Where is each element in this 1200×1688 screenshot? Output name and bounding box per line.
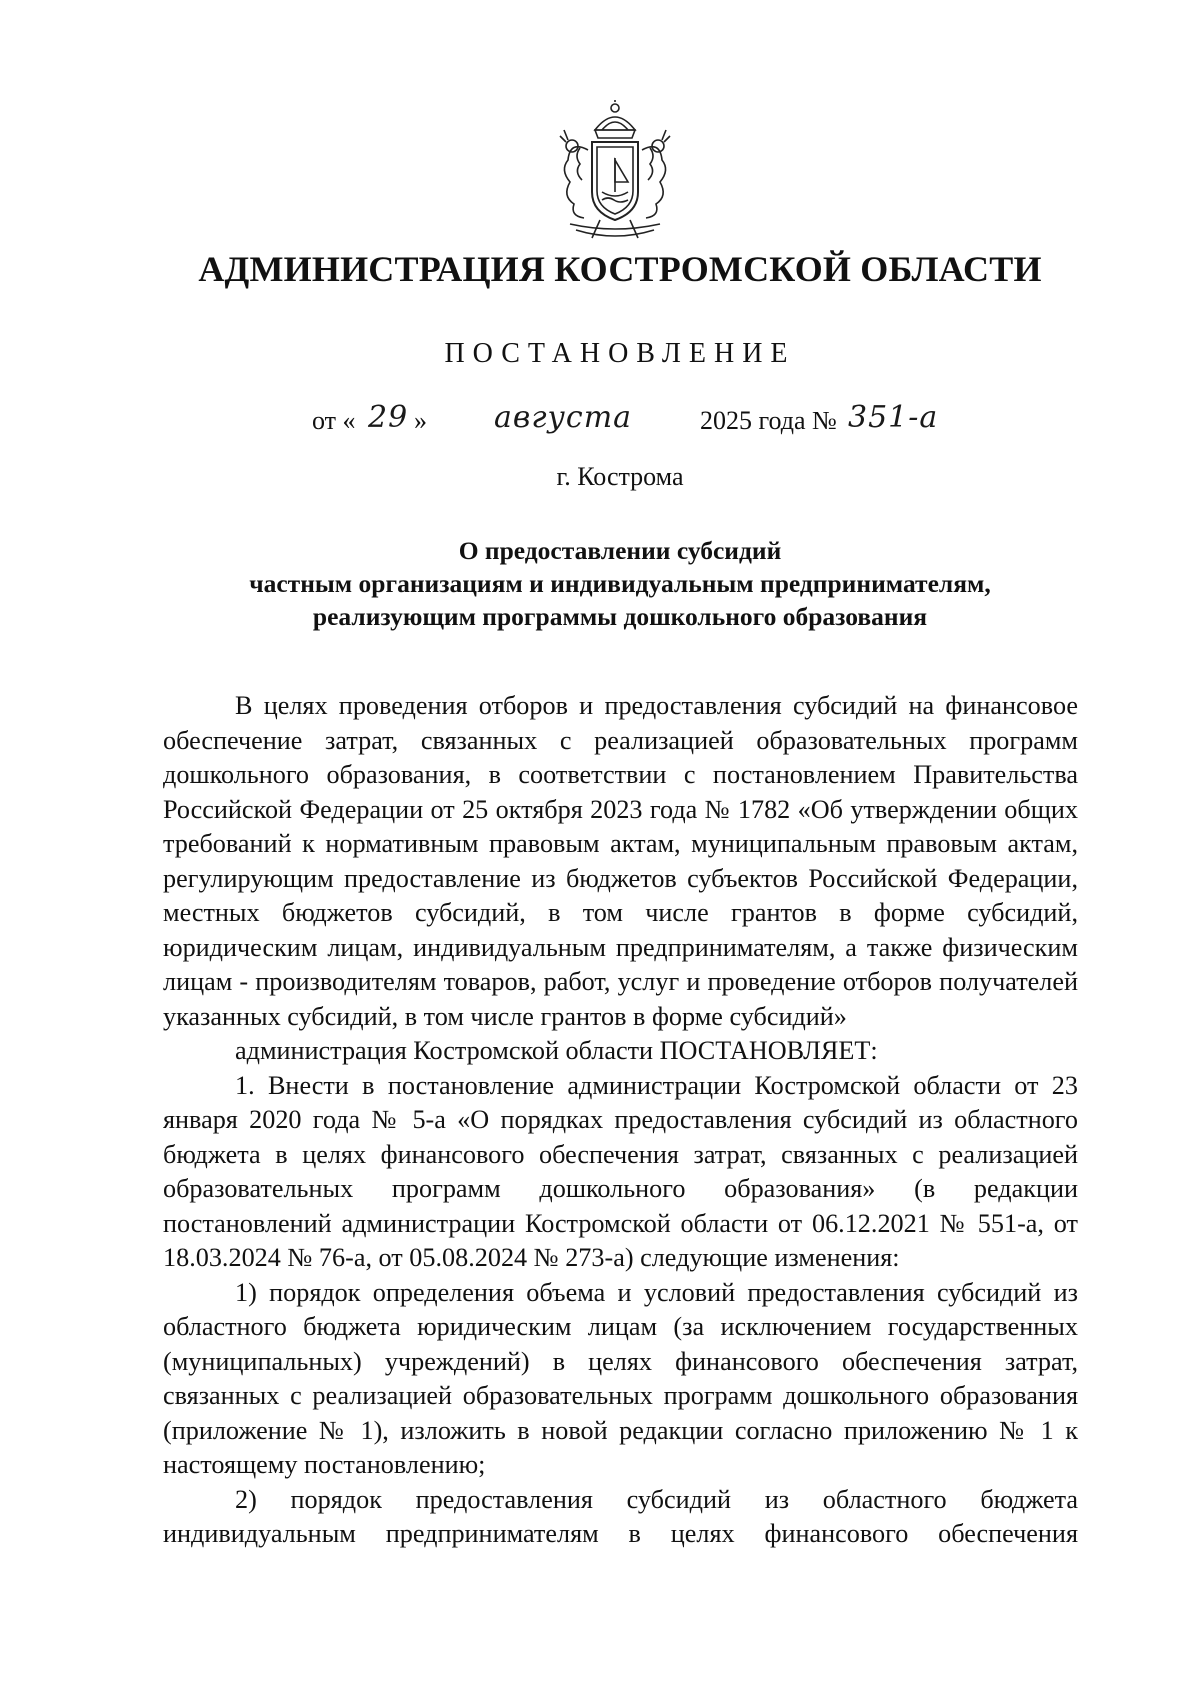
preamble-paragraph: В целях проведения отборов и предоставления субсидий на финансовое обеспечение затрат, связанных с реализацией образовательных программ дошкольного образования, в соответствии с постановлением Правительства Российской Федерации от 25 октября 2023 года № 1782 «Об утверждении общих требований к нормативным правовым актам, муниципальным правовым актам, регулирующим предоставление из бюджетов субъектов Российской Федерации, местных бюджетов субсидий, в том числе грантов в форме субсидий, юридическим лицам, индивидуальным предпринимателям, а также физическим лицам - производителям товаров, работ, услуг и проведение отборов получателей указанных субсидий, в том числе грантов в форме субсидий» <box>163 691 1078 1031</box>
subclause-1-paragraph: 1) порядок определения объема и условий предоставления субсидий из областного бюджета юридическим лицам (за исключением государственных (муниципальных) учреждений) в целях финансового обеспечения затрат, связанных с реализацией образовательных программ дошкольного образования (приложение № 1), изложить в новой редакции согласно приложению № 1 к настоящему постановлению; <box>163 1277 1078 1479</box>
date-month: августа <box>494 400 633 435</box>
date-prefix: от « <box>312 406 356 435</box>
subclause-2-paragraph: 2) порядок предоставления субсидий из областного бюджета индивидуальным предпринимателям в целях финансового обеспечения <box>163 1484 1078 1548</box>
document-number: 351-а <box>848 400 939 435</box>
date-line <box>0 400 1200 446</box>
date-closing-quote: » <box>414 406 427 435</box>
title-line: частным организациям и индивидуальным предпринимателям, <box>249 569 991 598</box>
title-line: О предоставлении субсидий <box>458 536 782 565</box>
document-body <box>163 689 1078 1552</box>
document-title <box>0 534 1200 633</box>
organization-name: АДМИНИСТРАЦИЯ КОСТРОМСКОЙ ОБЛАСТИ <box>198 249 1042 289</box>
title-line: реализующим программы дошкольного образования <box>312 602 928 631</box>
resolution-statement: администрация Костромской области ПОСТАНОВЛЯЕТ: <box>235 1036 878 1065</box>
document-type: ПОСТАНОВЛЕНИЕ <box>444 338 796 369</box>
coat-of-arms-icon <box>540 100 690 245</box>
date-year-and-number-label: 2025 года № <box>700 406 837 435</box>
clause-1-paragraph: 1. Внести в постановление администрации Костромской области от 23 января 2020 года № 5-а «О порядках предоставления субсидий из областного бюджета в целях финансового обеспечения затрат, связанных с реализацией образовательных программ дошкольного образования» (в редакции постановлений администрации Костромской области от 06.12.2021 № 551-а, от 18.03.2024 № 76-а, от 05.08.2024 № 273-а) следующие изменения: <box>163 1070 1078 1272</box>
date-day: 29 <box>368 400 409 435</box>
city-name: г. Кострома <box>556 462 684 491</box>
